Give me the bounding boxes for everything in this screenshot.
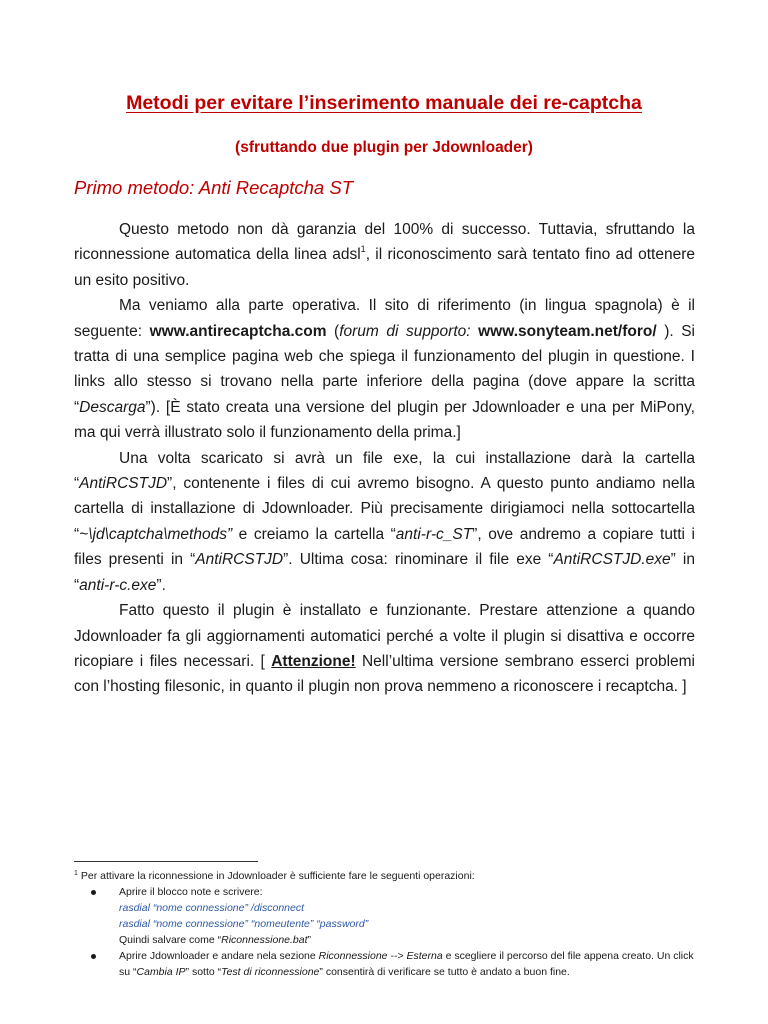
footnote-number: 1: [74, 870, 78, 877]
attention-label: Attenzione!: [271, 652, 356, 670]
antirecaptcha-link[interactable]: www.antirecaptcha.com: [149, 322, 327, 340]
text-span: Aprire Jdownloader e andare nela sezione: [119, 950, 319, 962]
text-span: ”, ove andremo a copiare tutti i files presenti in “: [74, 525, 695, 569]
file-name: AntiRCSTJD.exe: [553, 551, 671, 569]
file-name: Riconnessione.bat: [221, 934, 308, 946]
text-span: Aprire il blocco note e scrivere:: [119, 886, 263, 898]
text-span: ”). [È stato creata una versione del plugin per Jdownloader e una per MiPony, ma qui verrà illustrato solo il funzionamento della prima.]: [74, 398, 695, 442]
text-span: Ma veniamo alla parte operativa. Il sito di riferimento (in lingua spagnola) è il seguente:: [74, 297, 695, 340]
text-span: Nell’ultima versione sembrano esserci problemi con l’hosting filesonic, in quanto il plugin non prova nemmeno a riconoscere i recaptcha. ]: [74, 652, 695, 696]
text-span: e creiamo la cartella “: [232, 525, 396, 543]
bullet-icon: [91, 954, 96, 959]
ui-label: Test di riconnessione: [221, 966, 320, 978]
text-span: Questo metodo non dà garanzia del 100% di successo. Tuttavia, sfruttando la riconnessione automatica della linea adsl: [74, 221, 695, 264]
text-span: (: [326, 322, 340, 340]
command-disconnect: rasdial “nome connessione” /disconnect: [119, 902, 305, 914]
folder-name: AntiRCSTJD: [79, 475, 168, 493]
body-text: [74, 217, 695, 700]
text-span: ”: [307, 934, 312, 946]
text-span: ). Si tratta di una semplice pagina web che spiega il funzionamento del plugin in questione. I links allo stesso si trovano nella parte inferiore della pagina (dove appare la scritta “: [74, 322, 695, 416]
footnote-list: [74, 884, 694, 980]
file-name: anti-r-c.exe: [79, 576, 157, 594]
paragraph-1: [74, 217, 695, 293]
text-span: Fatto questo il plugin è installato e funzionante. Prestare attenzione a quando Jdownloader fa gli aggiornamenti automatici perché a volte il plugin si disattiva e occorre ricopiare i files necessari. [: [74, 602, 695, 670]
footnote-reference[interactable]: 1: [360, 244, 366, 255]
text-span: [471, 323, 479, 340]
text-span: ”.: [156, 576, 166, 594]
paragraph-4: [74, 598, 695, 700]
menu-path: Riconnessione --> Esterna: [318, 950, 443, 962]
command-connect: rasdial “nome connessione” “nomeutente” “password”: [119, 918, 369, 930]
list-item: [74, 948, 694, 980]
text-span: ” in “: [74, 551, 695, 594]
text-span: ”. Ultima cosa: rinominare il file exe “: [283, 551, 554, 569]
descarga-term: Descarga: [79, 398, 146, 416]
ui-label: Cambia IP: [136, 966, 186, 978]
text-span: ” consentirà di verificare se tutto è andato a buon fine.: [319, 966, 570, 978]
folder-name: anti-r-c_ST: [395, 525, 473, 543]
section-heading: Primo metodo: Anti Recaptcha ST: [74, 177, 353, 198]
folder-path: ~\jd\captcha\methods”: [79, 525, 233, 543]
text-span: e scegliere il percorso del file appena creato. Un click su “: [119, 950, 694, 978]
sonyteam-forum-link[interactable]: www.sonyteam.net/foro/: [478, 322, 657, 340]
footnotes: [74, 868, 694, 980]
text-span: Per attivare la riconnessione in Jdownloader è sufficiente fare le seguenti operazioni:: [80, 870, 475, 882]
paragraph-3: [74, 446, 695, 598]
forum-label: forum di supporto:: [339, 322, 471, 340]
footnote-separator: [74, 861, 258, 862]
folder-name: AntiRCSTJD: [195, 551, 284, 569]
footnote-intro: [74, 868, 694, 884]
text-span: , il riconoscimento sarà tentato fino ad ottenere un esito positivo.: [74, 246, 695, 289]
document-title: Metodi per evitare l’inserimento manuale dei re-captcha: [126, 92, 642, 114]
text-span: ”, contenente i files di cui avremo bisogno. A questo punto andiamo nella cartella di installazione di Jdownloader. Più precisamente dirigiamoci nella sottocartella “: [74, 475, 695, 543]
text-span: Una volta scaricato si avrà un file exe, la cui installazione darà la cartella “: [74, 449, 695, 493]
text-span: Quindi salvare come “: [119, 934, 222, 946]
paragraph-2: [74, 293, 695, 445]
list-item: [74, 884, 694, 948]
bullet-icon: [91, 890, 96, 895]
document-subtitle: (sfruttando due plugin per Jdownloader): [235, 139, 533, 156]
text-span: ” sotto “: [185, 966, 222, 978]
